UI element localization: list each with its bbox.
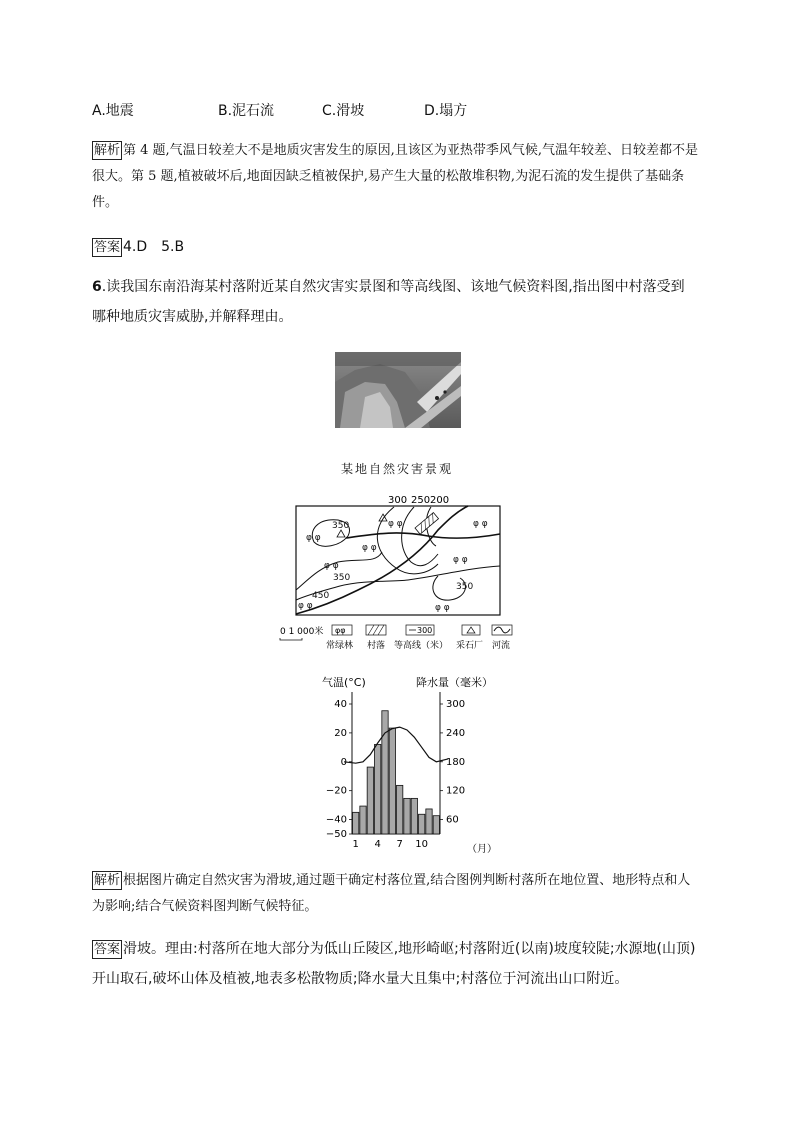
legend-village-label: 村落 [367, 641, 386, 650]
y-left-axis-label: 气温(°C) [322, 676, 366, 689]
forest-symbol: φ φ [388, 519, 403, 529]
climate-chart [320, 672, 510, 858]
analysis-block-2 [92, 868, 702, 920]
precip-bar [367, 767, 373, 834]
option-c: C.滑坡 [322, 103, 365, 119]
scale-bar [280, 638, 302, 640]
forest-symbol: φ φ [362, 543, 377, 553]
quarry-symbol [337, 530, 345, 537]
legend-quarry-label: 采石厂 [456, 641, 484, 650]
triangle-icon [467, 627, 475, 633]
wave-icon [494, 627, 510, 633]
map-scale: 0 1 000米 [280, 627, 324, 637]
precip-bar [397, 785, 403, 834]
legend-forest-symbol: φφ [335, 626, 346, 635]
option-d: D.塌方 [424, 103, 468, 119]
legend-river-label: 河流 [492, 641, 511, 650]
answer-text: 4.D 5.B [123, 239, 185, 255]
y-left-tick-label: 40 [334, 699, 347, 710]
y-right-tick-label: 240 [446, 727, 466, 739]
disaster-photo [335, 352, 461, 428]
options-row [92, 100, 732, 124]
question-text: .读我国东南沿海某村落附近某自然灾害实景图和等高线图、该地气候资料图,指出图中村落受到哪种地质灾害威胁,并解释理由。 [92, 279, 685, 325]
y-right-tick-label: 120 [446, 785, 466, 797]
forest-symbol: φ φ [306, 533, 321, 543]
x-tick-label: 1 [352, 839, 359, 850]
river-branch [346, 533, 500, 538]
y-left-tick-label: −20 [325, 785, 347, 797]
legend-forest-label: 常绿林 [326, 641, 354, 650]
option-a: A.地震 [92, 103, 134, 119]
forest-symbol: φ φ [298, 601, 313, 611]
forest-symbol: φ φ [324, 561, 339, 571]
x-tick-label: 7 [396, 839, 403, 850]
temperature-line [344, 727, 448, 763]
analysis-tag: 解析 [94, 873, 121, 888]
legend-contour-label: 等高线（米） [394, 641, 449, 650]
y-left-tick-label: −40 [325, 814, 347, 826]
y-right-tick-label: 300 [446, 699, 466, 710]
precip-bar [353, 812, 359, 834]
analysis-block-1 [92, 138, 702, 216]
answer-tag: 答案 [94, 240, 121, 255]
legend-contour-value: 300 [417, 626, 433, 635]
y-left-tick-label: 0 [340, 756, 347, 768]
y-left-tick-label: −50 [325, 829, 347, 840]
chart-plot [326, 692, 465, 850]
precip-bar [433, 816, 439, 834]
x-tick-label: 10 [415, 839, 429, 850]
contour-map [278, 490, 528, 650]
forest-symbol: φ φ [473, 519, 488, 529]
contour-label: 350 [333, 573, 351, 583]
photo-caption: 某地自然灾害景观 [340, 462, 453, 476]
contour-label: 350 [456, 582, 474, 592]
answer-text: 滑坡。理由:村落所在地大部分为低山丘陵区,地形崎岖;村落附近(以南)坡度较陡;水源地(山顶)开山取石,破坏山体及植被,地表多松散物质;降水量大且集中;村落位于河流出山口附近。 [92, 941, 696, 987]
precip-bar [375, 744, 381, 834]
y-right-tick-label: 60 [446, 814, 459, 826]
question-number: 6 [92, 279, 102, 295]
option-b: B.泥石流 [218, 103, 275, 119]
answer-block-2 [92, 934, 698, 994]
map-legend [280, 625, 512, 650]
analysis-text: 根据图片确定自然灾害为滑坡,通过题干确定村落位置,结合图例判断村落所在地位置、地形特点和人为影响;结合气候资料图判断气候特征。 [92, 873, 691, 914]
precip-bar [411, 798, 417, 834]
map-top-label-300: 300 [388, 495, 408, 506]
answer-tag: 答案 [94, 942, 121, 957]
analysis-text: 第 4 题,气温日较差大不是地质灾害发生的原因,且该区为亚热带季风气候,气温年较差、日较差都不是很大。第 5 题,植被破坏后,地面因缺乏植被保护,易产生大量的松散堆积物,为泥石流的发生提供了基础条件。 [92, 143, 698, 210]
analysis-tag: 解析 [94, 143, 121, 158]
precip-bar [419, 814, 425, 834]
y-right-tick-label: 180 [446, 756, 466, 768]
question-block [92, 272, 698, 332]
answer-block-1 [92, 236, 184, 257]
contour-label: 350 [332, 521, 350, 531]
precip-bar [426, 809, 432, 834]
precip-bar [389, 728, 395, 834]
forest-symbol: φ φ [435, 603, 450, 613]
x-axis-label: （月） [467, 844, 497, 855]
precip-bar [382, 711, 388, 834]
map-top-label-200: 200 [430, 495, 450, 506]
contour-label: 450 [312, 591, 330, 601]
y-left-tick-label: 20 [334, 727, 347, 739]
x-tick-label: 4 [374, 839, 381, 850]
map-top-label-250: 250 [411, 495, 431, 506]
y-right-axis-label: 降水量（毫米） [416, 676, 493, 689]
precip-bar [404, 798, 410, 834]
precip-bar [360, 806, 366, 834]
forest-symbol: φ φ [453, 555, 468, 565]
